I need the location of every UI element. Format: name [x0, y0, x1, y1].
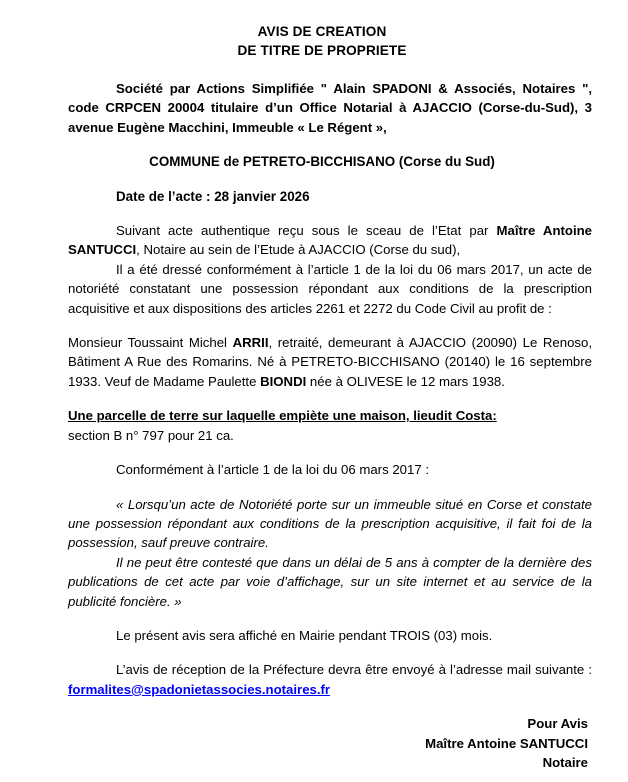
document-title: [52, 22, 592, 60]
commune-heading: COMMUNE de PETRETO-BICCHISANO (Corse du Sud): [149, 154, 495, 170]
beneficiary-text-3: née à OLIVESE le 12 mars 1938.: [306, 373, 505, 389]
law-quote-paragraph-1: « Lorsqu’un acte de Notoriété porte sur un immeuble situé en Corse et constate une possession répondant aux conditions de la prescription acquisitive, il fait foi de la possession, sauf preuve contraire.: [68, 496, 592, 551]
spacer: [68, 137, 592, 152]
signature-line-2: Maître Antoine SANTUCCI: [425, 735, 588, 751]
mail-notice-paragraph: [68, 660, 592, 699]
deed-drafted-paragraph: Il a été dressé conformément à l’article 1 de la loi du 06 mars 2017, un acte de notoriété constatant une possession répondant aux conditions de la prescription acquisitive et aux dispositions des articles 2261 et 2272 du Code Civil au profit de :: [68, 261, 592, 316]
spacer: [68, 318, 592, 333]
deed-intro-text-1: Suivant acte authentique reçu sous le sceau de l’Etat par: [116, 223, 497, 239]
mail-notice-text: L’avis de réception de la Préfecture devra être envoyé à l’adresse mail suivante :: [116, 662, 592, 678]
deed-date: Date de l’acte : 28 janvier 2026: [116, 188, 310, 204]
spacer: [68, 60, 592, 79]
spacer: [68, 645, 592, 660]
beneficiary-text-1: Monsieur Toussaint Michel: [68, 335, 233, 351]
beneficiary-paragraph: [68, 333, 592, 391]
deed-intro-text-2: , Notaire au sein de l’Etude à AJACCIO (Corse du sud),: [136, 242, 461, 258]
parcel-heading: [68, 406, 592, 425]
spacer: [68, 391, 592, 406]
email-link[interactable]: formalites@spadonietassocies.notaires.fr: [68, 681, 331, 697]
signature-line-3: Notaire: [542, 755, 588, 771]
parcel-detail: section B n° 797 pour 21 ca.: [68, 427, 234, 443]
law-quote-paragraph-2: Il ne peut être contesté que dans un délai de 5 ans à compter de la dernière des publications de cet acte par voie d’affichage, sur un site internet et au service de la publicité foncière. »: [68, 554, 592, 609]
spouse-surname: BIONDI: [260, 373, 307, 389]
deed-intro-paragraph: [68, 221, 592, 260]
title-line-1: AVIS DE CREATION: [257, 24, 387, 39]
signature-block: [68, 714, 592, 773]
law-intro-paragraph: Conformément à l’article 1 de la loi du 06 mars 2017 :: [116, 462, 429, 478]
title-line-2: DE TITRE DE PROPRIETE: [237, 43, 407, 58]
spacer: [68, 445, 592, 460]
signature-line-1: Pour Avis: [527, 716, 588, 732]
display-notice-paragraph: Le présent avis sera affiché en Mairie pendant TROIS (03) mois.: [116, 627, 493, 643]
firm-identification-paragraph: Société par Actions Simplifiée " Alain SPADONI & Associés, Notaires ", code CRPCEN 20004 titulaire d’un Office Notarial à AJACCIO (Corse-du-Sud), 3 avenue Eugène Macchini, Immeuble « Le Régent »,: [68, 81, 592, 135]
beneficiary-surname: ARRII: [232, 335, 269, 351]
spacer: [68, 699, 592, 714]
notary-name-inline: Maître Antoine SANTUCCI: [68, 223, 592, 258]
spacer: [68, 206, 592, 221]
spacer: [68, 480, 592, 495]
spacer: [68, 172, 592, 187]
spacer: [68, 611, 592, 626]
beneficiary-text-2: , retraité, demeurant à AJACCIO (20090) Le Renoso, Bâtiment A Rue des Romarins. Né à PETRETO-BICCHISANO (20140) le 16 septembre 1933. Veuf de Madame Paulette: [68, 335, 592, 389]
parcel-heading-text: Une parcelle de terre sur laquelle empiète une maison, lieudit Costa:: [68, 408, 497, 424]
